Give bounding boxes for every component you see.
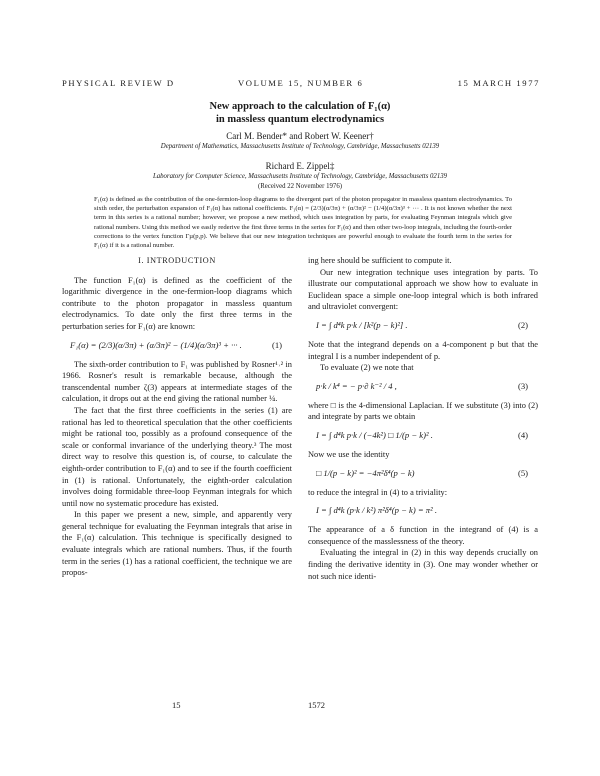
paragraph: where □ is the 4-dimensional Laplacian. If we substitute (3) into (2) and integrate by parts we obtain — [308, 400, 538, 422]
title-line-1: New approach to the calculation of F₁(α) — [209, 101, 391, 112]
equation-6 — [308, 498, 538, 524]
equation-number: (5) — [517, 467, 528, 478]
journal-name: PHYSICAL REVIEW D — [62, 78, 175, 88]
issue-date: 15 MARCH 1977 — [457, 78, 540, 88]
equation-body: □ 1/(p − k)² = −4π²δ⁴(p − k) — [316, 467, 415, 478]
paragraph: The sixth-order contribution to F₁ was published by Rosner¹˒² in 1966. Rosner's result is remarkable because, although the transcendental number ζ(3) appears at intermediate stages of the calculation, it drops out at the end giving the rational number ¼. — [62, 359, 292, 404]
paragraph: to reduce the integral in (4) to a triviality: — [308, 487, 448, 497]
equation-body: I = ∫ d⁴k (p·k / k²) π²δ⁴(p − k) = π² . — [316, 505, 437, 516]
running-header — [62, 78, 540, 92]
page-number-left: 15 — [172, 700, 181, 710]
equation-number: (4) — [517, 429, 528, 440]
equation-number: (1) — [271, 339, 282, 350]
right-column — [308, 255, 538, 582]
equation-body: F₁(α) = (2/3)(α/3π) + (α/3π)² − (1/4)(α/3π)³ + ··· . — [70, 339, 242, 350]
page-number-right: 1572 — [308, 700, 325, 710]
left-column — [62, 255, 292, 579]
equation-body: I = ∫ d⁴k p·k / [k²(p − k)²] . — [316, 319, 408, 330]
equation-4 — [308, 423, 538, 449]
section-heading: I. INTRODUCTION — [138, 256, 216, 265]
affiliation-1: Department of Mathematics, Massachusetts Institute of Technology, Cambridge, Massachusetts 02139 — [160, 143, 440, 150]
paragraph: To evaluate (2) we note that — [320, 363, 414, 373]
paragraph: Note that the integrand depends on a 4-component p but that the integral I is a number independent of p. — [308, 339, 538, 361]
author-list: Carl M. Bender* and Robert W. Keener† — [226, 131, 374, 141]
received-date: (Received 22 November 1976) — [258, 183, 342, 190]
paragraph: Our new integration technique uses integration by parts. To illustrate our computational approach we show how to evaluate in Euclidean space a simple one-loop integral which is both infrared and ultraviolet convergent: — [308, 267, 538, 312]
equation-1 — [62, 333, 292, 359]
equation-number: (3) — [517, 380, 528, 391]
article-title — [0, 100, 600, 126]
affiliation-2: Laboratory for Computer Science, Massachusetts Institute of Technology, Cambridge, Massachusetts 02139 — [152, 173, 448, 180]
paragraph: ing here should be sufficient to compute it. — [308, 256, 452, 265]
paragraph: The appearance of a δ function in the integrand of (4) is a consequence of the masslessness of the theory. — [308, 525, 538, 546]
equation-body: p·k / k⁴ = − p·∂ k⁻² / 4 , — [316, 380, 397, 391]
equation-5 — [308, 461, 538, 487]
paragraph: Now we use the identity — [308, 449, 390, 459]
paragraph: Evaluating the integral in (2) in this way depends crucially on finding the derivative identity in (3). One may wonder whether or not such nice identi- — [308, 548, 538, 581]
volume-number: VOLUME 15, NUMBER 6 — [238, 78, 364, 88]
equation-3 — [308, 374, 538, 400]
paragraph: In this paper we present a new, simple, and apparently very general technique for evaluating the Feynman integrals that arise in the F₁(α) calculation. This technique is specifically designed to evaluate integrals which are rational numbers. Thus, if the fourth term in the series (1) has a rational coefficient, the technique we are propos- — [62, 510, 292, 578]
equation-2 — [308, 313, 538, 339]
paragraph: The function F₁(α) is defined as the coefficient of the logarithmic divergence in the one-fermion-loop diagrams which contribute to the photon propagator in massless quantum electrodynamics. To date only the first three terms in the perturbation series for F₁(α) are known: — [62, 275, 292, 331]
author-2: Richard E. Zippel‡ — [265, 161, 335, 171]
equation-body: I = ∫ d⁴k p·k / (−4k²) □ 1/(p − k)² . — [316, 429, 433, 440]
paragraph: The fact that the first three coefficients in the series (1) are rational has led to theoretical speculation that the other coefficients might be rational too, possibly as a profound consequence of the scale or conformal invariance of the underlying theory.³ The most direct way to resolve this question is, of course, to calculate the eighth-order contribution to F₁(α) and to see if the fourth coefficient in (1) is rational. Unfortunately, the eighth-order calculation involves doing formidable three-loop Feynman integrals for which until now no systematic procedure has existed. — [62, 405, 292, 508]
equation-number: (2) — [517, 319, 528, 330]
title-line-2: in massless quantum electrodynamics — [215, 114, 385, 125]
abstract: F₁(α) is defined as the contribution of the one-fermion-loop diagrams to the divergent part of the photon propagator in massless quantum electrodynamics. To sixth order, the perturbation expansion of F₁(α) has rational coefficients. F₁(α) = (2/3)(α/3π) + (α/3π)² − (1/4)(α/3π)³ + ··· . It is not known whether the next term in this series is a rational number; however, we propose a new method, which uses integration by parts, for evaluating Feynman integrals which give rational numbers. Using this method we easily rederive the first three terms in the series for F₁(α) and then other two-loop integrals, including the fourth-order corrections to the vertex function Γµ(p,p). We believe that our new integration techniques are powerful enough to evaluate the fourth term in the series for F₁(α) if it is a rational number. — [94, 196, 512, 250]
